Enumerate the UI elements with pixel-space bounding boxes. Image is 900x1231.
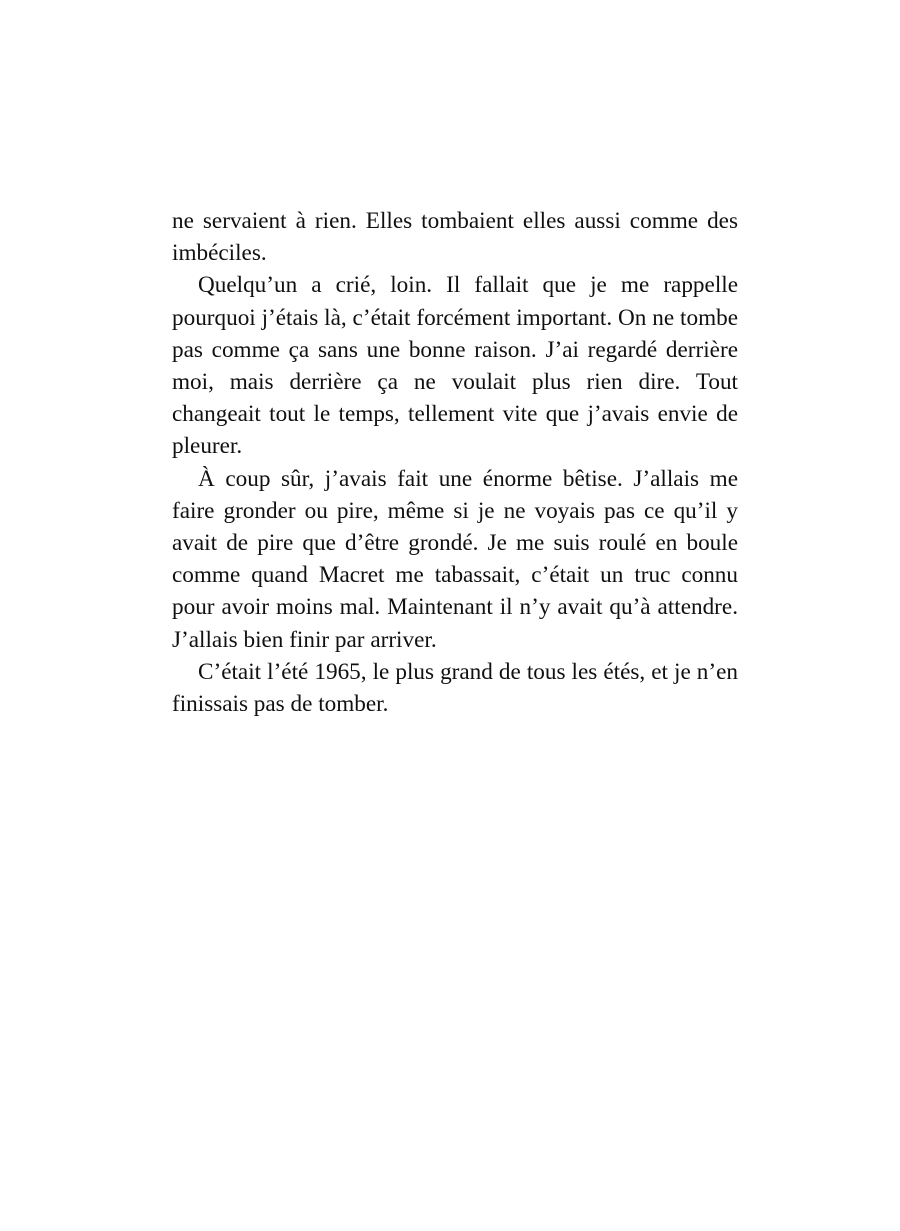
page-text-block [172, 205, 738, 720]
paragraph-continuation: ne servaient à rien. Elles tombaient elles aussi comme des imbéciles. [172, 208, 738, 267]
paragraph: C’était l’été 1965, le plus grand de tous les étés, et je n’en finissais pas de tomber. [172, 658, 738, 718]
paragraph: À coup sûr, j’avais fait une énorme bêtise. J’allais me faire gronder ou pire, même si je ne voyais pas ce qu’il y avait de pire que d’être grondé. Je me suis roulé en boule comme quand Macret me tabassait, c’était un truc connu pour avoir moins mal. Maintenant il n’y avait qu’à attendre. J’allais bien finir par arriver. [172, 465, 738, 653]
paragraph: Quelqu’un a crié, loin. Il fallait que je me rappelle pourquoi j’étais là, c’était forcément important. On ne tombe pas comme ça sans une bonne raison. J’ai regardé derrière moi, mais derrière ça ne voulait plus rien dire. Tout changeait tout le temps, tellement vite que j’avais envie de pleurer. [172, 272, 738, 460]
